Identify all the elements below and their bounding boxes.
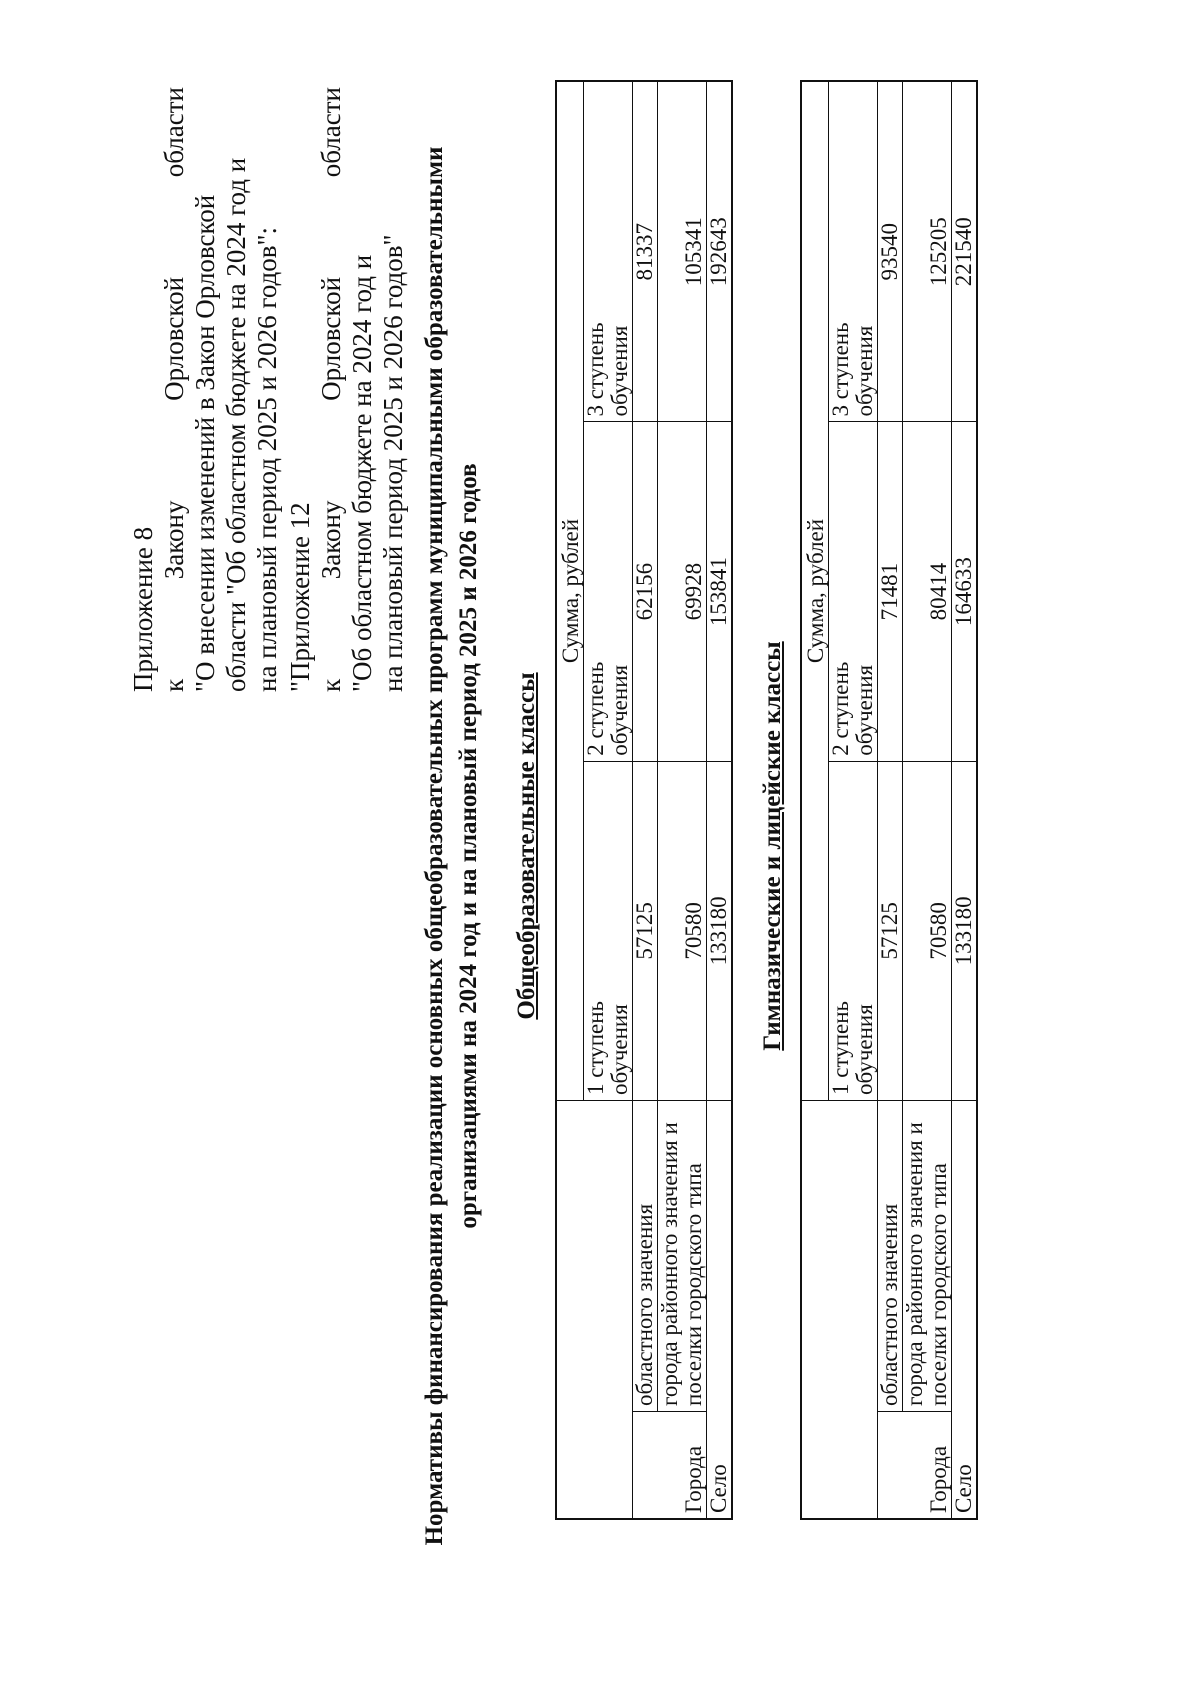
table-row [633, 81, 658, 1519]
appendix-law-title-line: "Об областном бюджете на 2024 год и [347, 254, 377, 692]
appendix-law-title-line: области "Об областном бюджете на 2024 год и [221, 157, 251, 692]
value-cell: 93540 [878, 81, 903, 422]
value-cell: 80414 [903, 422, 952, 761]
value-cell: 62156 [633, 422, 658, 761]
value-cell: 81337 [633, 81, 658, 422]
step-header: 1 ступень обучения [584, 761, 633, 1100]
value-cell: 192643 [707, 81, 733, 422]
document-title [418, 0, 486, 1692]
cities-label: Города [633, 1412, 707, 1520]
appendix-law-title-line: на плановый период 2025 и 2026 годов" [378, 234, 408, 692]
value-cell: 164633 [952, 422, 978, 761]
value-cell: 70580 [903, 761, 952, 1100]
value-cell: 69928 [658, 422, 707, 761]
appendix-word: области [159, 87, 189, 178]
village-label: Село [952, 1101, 978, 1520]
appendix-amendment-reference [128, 87, 283, 692]
village-label: Село [707, 1101, 733, 1520]
sum-header: Сумма, рублей [556, 81, 584, 1101]
appendix-word: Орловской [159, 276, 189, 401]
title-line: Нормативы финансирования реализации основных общеобразовательных программ муниципальными образовательными [421, 146, 448, 1546]
row-label: областного значения [878, 1101, 903, 1412]
appendix-law-title-line: на плановый период 2025 и 2026 годов": [252, 226, 282, 692]
step-header: 2 ступень обучения [829, 422, 878, 761]
table-row [658, 81, 707, 1519]
value-cell: 70580 [658, 761, 707, 1100]
value-cell: 133180 [707, 761, 733, 1100]
appendix-number: Приложение 8 [128, 526, 158, 692]
table-row [952, 81, 978, 1519]
appendix-law-line [316, 87, 347, 692]
table-header-row [801, 81, 829, 1519]
step-header: 2 ступень обучения [584, 422, 633, 761]
value-cell: 153841 [707, 422, 733, 761]
row-label: города районного значения и поселки городского типа [903, 1101, 952, 1412]
financing-table-gymnasium [800, 80, 978, 1520]
table-header-row [556, 81, 584, 1519]
section-heading-general: Общеобразовательные классы [513, 672, 540, 1020]
appendix-word: к [159, 678, 189, 692]
row-label: города районного значения и поселки городского типа [658, 1101, 707, 1412]
sum-header: Сумма, рублей [801, 81, 829, 1101]
appendix-law-title-line: "О внесении изменений в Закон Орловской [190, 194, 220, 692]
step-header: 1 ступень обучения [829, 761, 878, 1100]
value-cell: 105341 [658, 81, 707, 422]
table-row [707, 81, 733, 1519]
appendix-law-line [159, 87, 190, 692]
empty-header-cell [556, 1101, 633, 1520]
appendix-original-reference [285, 87, 409, 692]
appendix-word: Закону [316, 500, 346, 580]
appendix-word: области [316, 87, 346, 178]
appendix-word: Закону [159, 500, 189, 580]
step-header: 3 ступень обучения [829, 81, 878, 422]
cities-label: Города [878, 1412, 952, 1520]
appendix-number: "Приложение 12 [285, 502, 315, 692]
step-header: 3 ступень обучения [584, 81, 633, 422]
empty-header-cell [801, 1101, 878, 1520]
value-cell: 221540 [952, 81, 978, 422]
value-cell: 71481 [878, 422, 903, 761]
appendix-word: Орловской [316, 276, 346, 401]
value-cell: 133180 [952, 761, 978, 1100]
table-row [903, 81, 952, 1519]
financing-table-general [555, 80, 733, 1520]
appendix-word: к [316, 678, 346, 692]
title-line: организациями на 2024 год и на плановый период 2025 и 2026 годов [455, 463, 482, 1229]
value-cell: 57125 [878, 761, 903, 1100]
table-row [878, 81, 903, 1519]
section-heading-gymnasium: Гимназические и лицейские классы [759, 641, 786, 1051]
value-cell: 125205 [903, 81, 952, 422]
value-cell: 57125 [633, 761, 658, 1100]
row-label: областного значения [633, 1101, 658, 1412]
